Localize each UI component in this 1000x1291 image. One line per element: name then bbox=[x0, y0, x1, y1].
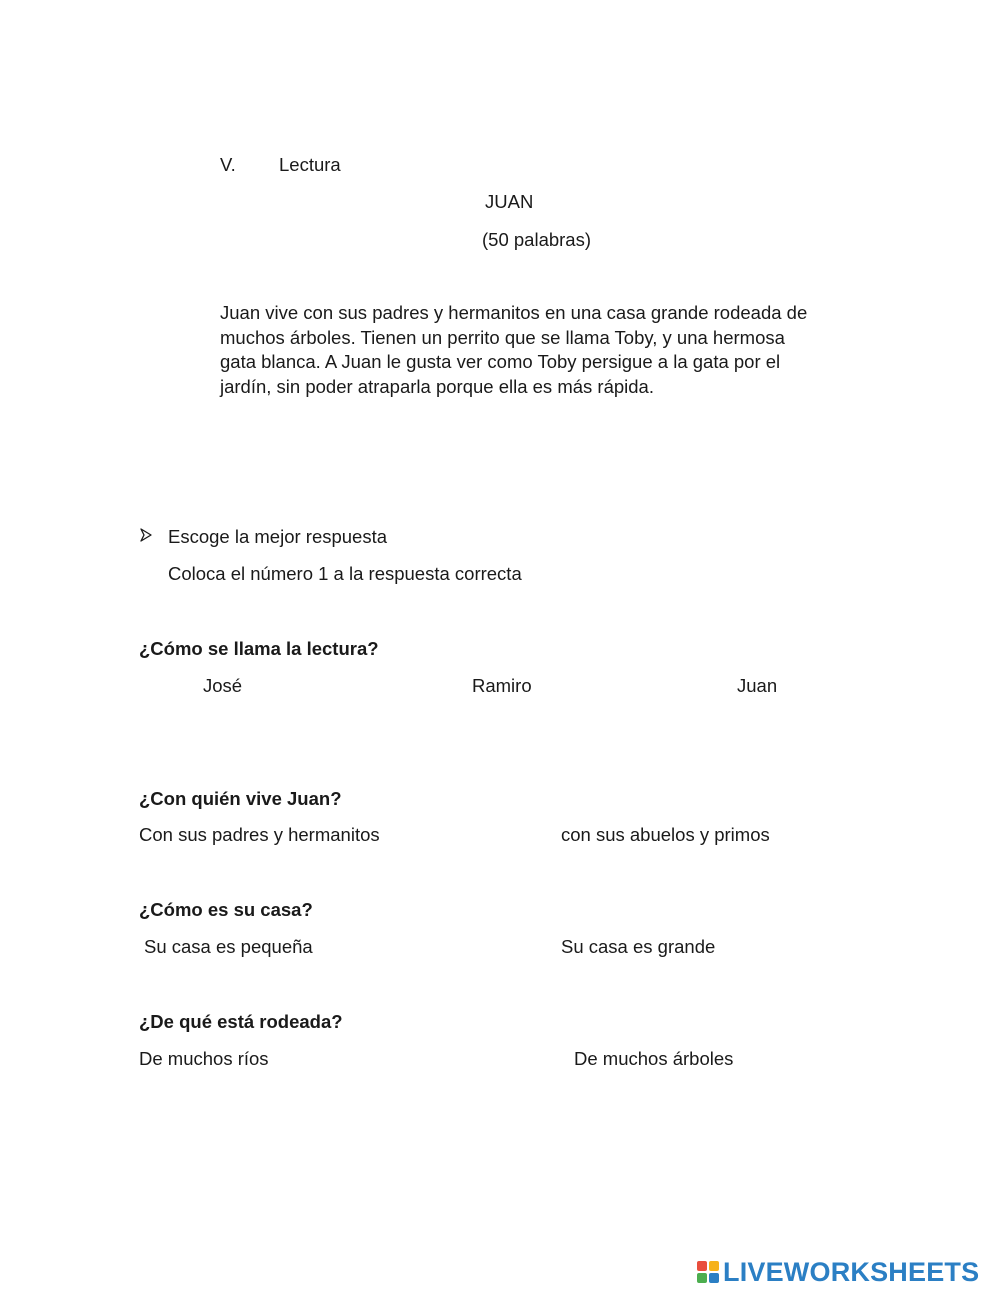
reading-line: Juan vive con sus padres y hermanitos en una casa grande rodeada de bbox=[220, 302, 808, 323]
reading-title: JUAN bbox=[485, 191, 534, 212]
answer-option[interactable]: Su casa es pequeña bbox=[144, 936, 313, 957]
instruction-sub: Coloca el número 1 a la respuesta correcta bbox=[168, 563, 522, 584]
word-count: (50 palabras) bbox=[482, 229, 592, 250]
reading-line: jardín, sin poder atraparla porque ella es más rápida. bbox=[220, 375, 654, 397]
answer-option[interactable]: con sus abuelos y primos bbox=[561, 824, 770, 845]
answer-option[interactable]: Ramiro bbox=[472, 675, 532, 696]
question-3: ¿Cómo es su casa? bbox=[139, 899, 313, 920]
liveworksheets-logo-icon bbox=[697, 1261, 719, 1283]
answer-option[interactable]: Su casa es grande bbox=[561, 936, 716, 957]
answer-option[interactable]: De muchos ríos bbox=[139, 1048, 269, 1069]
logo-text: LIVEWORKSHEETS bbox=[723, 1256, 980, 1287]
question-2: ¿Con quién vive Juan? bbox=[139, 788, 342, 809]
answer-option[interactable]: Juan bbox=[737, 675, 778, 696]
question-1: ¿Cómo se llama la lectura? bbox=[139, 638, 379, 659]
reading-line: muchos árboles. Tienen un perrito que se llama Toby, y una hermosa bbox=[220, 326, 785, 348]
section-label: Lectura bbox=[279, 154, 341, 175]
arrow-bullet-icon bbox=[139, 527, 153, 543]
answer-option[interactable]: José bbox=[203, 675, 243, 696]
liveworksheets-logo bbox=[697, 1258, 979, 1286]
section-number: V. bbox=[220, 154, 236, 175]
question-4: ¿De qué está rodeada? bbox=[139, 1011, 343, 1032]
instruction-bullet: Escoge la mejor respuesta bbox=[168, 526, 388, 547]
reading-paragraph bbox=[220, 301, 860, 399]
answer-option[interactable]: De muchos árboles bbox=[574, 1048, 734, 1069]
answer-option[interactable]: Con sus padres y hermanitos bbox=[139, 824, 380, 845]
reading-line: gata blanca. A Juan le gusta ver como Toby persigue a la gata por el bbox=[220, 351, 781, 372]
